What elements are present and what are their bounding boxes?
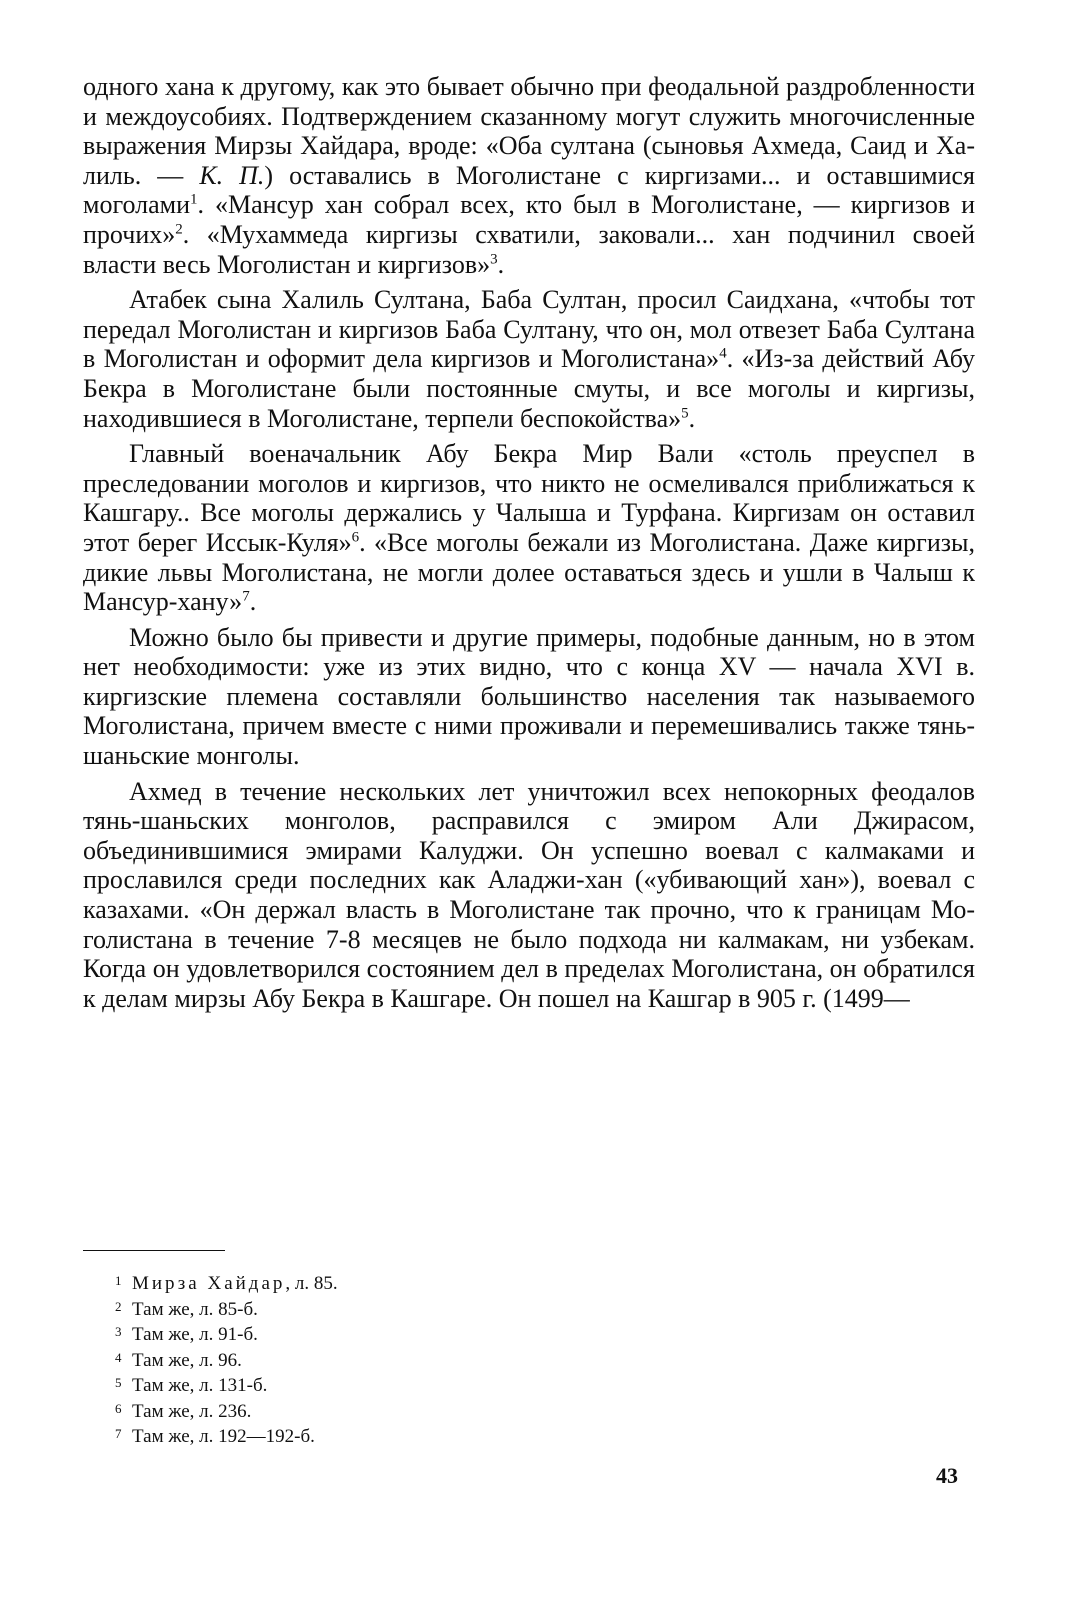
- footnote-number: 5: [115, 1375, 122, 1390]
- footnote-text: Там же, л. 85-б.: [132, 1298, 258, 1320]
- footnote-ref: 5: [681, 404, 689, 421]
- text-run: ) оставались в Моголистане с киргизами... и оставшимися моголами: [83, 160, 975, 220]
- paragraph: [83, 623, 975, 771]
- footnote-ref: 2: [175, 221, 183, 238]
- footnote-text: Там же, л. 131-б.: [132, 1375, 268, 1396]
- footnote-ref: 4: [719, 345, 727, 362]
- text-run: . «Мухаммеда киргизы схватили, заковали... хан подчинил своей власти весь Моголистан и киргизов»: [83, 219, 975, 279]
- footnote-author: Мирза Хайдар: [132, 1273, 286, 1294]
- footnote-ref: 1: [190, 191, 198, 208]
- text-run: Можно было бы привести и другие примеры, подобные данным, но в этом нет необходимости: уже из этих видно, что с конца XV — начала XVI в. киргизские племена составляли большинство населения так называемого Моголистана, причем вместе с ними проживали и перемешивались также тянь-шаньские монголы.: [83, 622, 975, 771]
- footnote: [115, 1296, 715, 1322]
- text-run: Главный военачальник Абу Бекра Мир Вали «столь преуспел в преследовании моголов и киргизов, что никто не осмеливался приближаться к Кашгару.. Все моголы держались у Чалыша и Турфана. Киргизам он оставил этот берег Иссык-Куля»: [83, 439, 975, 557]
- footnote-number: 6: [115, 1400, 122, 1416]
- paragraph: [83, 439, 975, 617]
- footnote-number: 2: [115, 1298, 122, 1314]
- paragraph: [83, 777, 975, 1014]
- footnote-divider: [83, 1250, 225, 1251]
- footnote-ref: 6: [351, 529, 360, 546]
- text-run: . «Мансур хан собрал всех, кто был в Моголистане, — киргизов и прочих»: [83, 190, 975, 249]
- footnote: [115, 1423, 715, 1449]
- text-run: . «Все моголы бежали из Моголистана. Даже киргизы, дикие львы Моголистана, не могли долее оставаться здесь и ушли в Чалыш к Мансур-хану»: [83, 527, 975, 617]
- footnote-ref: 3: [490, 250, 498, 267]
- footnote-text: Там же, л. 91-б.: [132, 1324, 258, 1345]
- footnote-number: 7: [115, 1426, 122, 1441]
- italic-text: К. П.: [199, 160, 265, 190]
- footnotes-list: [115, 1270, 715, 1449]
- footnote: [115, 1321, 715, 1347]
- text-run: .: [497, 249, 505, 279]
- text-run: .: [688, 403, 696, 433]
- paragraph: [83, 285, 975, 433]
- footnote: [115, 1372, 715, 1398]
- text-run: одного хана к другому, как это бывает обычно при феодальной раздробленности и междоусобиях. Подтверждением сказанному могут служить многочисленные выражения Мирзы Хайдара, вроде: «Оба султана (сыновья Ахмеда, Саид и Халиль. —: [83, 72, 975, 190]
- text-run: Ахмед в течение нескольких лет уничтожил всех непокорных феодалов тянь-шаньских монголов, расправился с эмиром Али Джирасом, объединившимися эмирами Калуджи. Он успешно воевал с калмаками и прославился среди последних как Аладжи-хан («убивающий хан»), воевал с казахами. «Он держал власть в Моголистане так прочно, что к границам Моголистана в течение 7-8 месяцев не было подхода ни калмакам, ни узбекам. Когда он удовлетворился состоянием дел в пределах Моголистана, он обратился к делам мирзы Абу Бекра в Кашгаре. Он пошел на Кашгар в 905 г. (1499—: [83, 776, 975, 1013]
- footnote-number: 4: [115, 1349, 122, 1365]
- text-run: . «Из-за действий Абу Бекра в Моголистане были постоянные смуты, и все моголы и киргизы, находившиеся в Моголистане, терпели беспокойства»: [83, 344, 976, 433]
- page-body: [83, 72, 975, 1013]
- footnote-text: Там же, л. 192—192-б.: [132, 1426, 315, 1447]
- footnote: [115, 1347, 715, 1373]
- footnote-text: Там же, л. 236.: [132, 1400, 252, 1422]
- footnote: [115, 1398, 715, 1424]
- text-run: Атабек сына Халиль Султана, Баба Султан, просил Саидхана, «чтобы тот передал Моголистан и киргизов Баба Султану, что он, мол отвезет Баба Султана в Моголистан и оформит дела киргизов и Моголистана»: [83, 285, 975, 374]
- footnote-text: Там же, л. 96.: [132, 1349, 242, 1371]
- footnote-ref: 7: [242, 588, 250, 605]
- text-run: .: [249, 587, 257, 617]
- paragraph: [83, 72, 975, 279]
- page-number: 43: [936, 1463, 958, 1488]
- footnote-text: , л. 85.: [285, 1273, 338, 1294]
- footnote-number: 1: [115, 1273, 122, 1288]
- footnote-number: 3: [115, 1324, 122, 1339]
- footnote: [115, 1270, 715, 1296]
